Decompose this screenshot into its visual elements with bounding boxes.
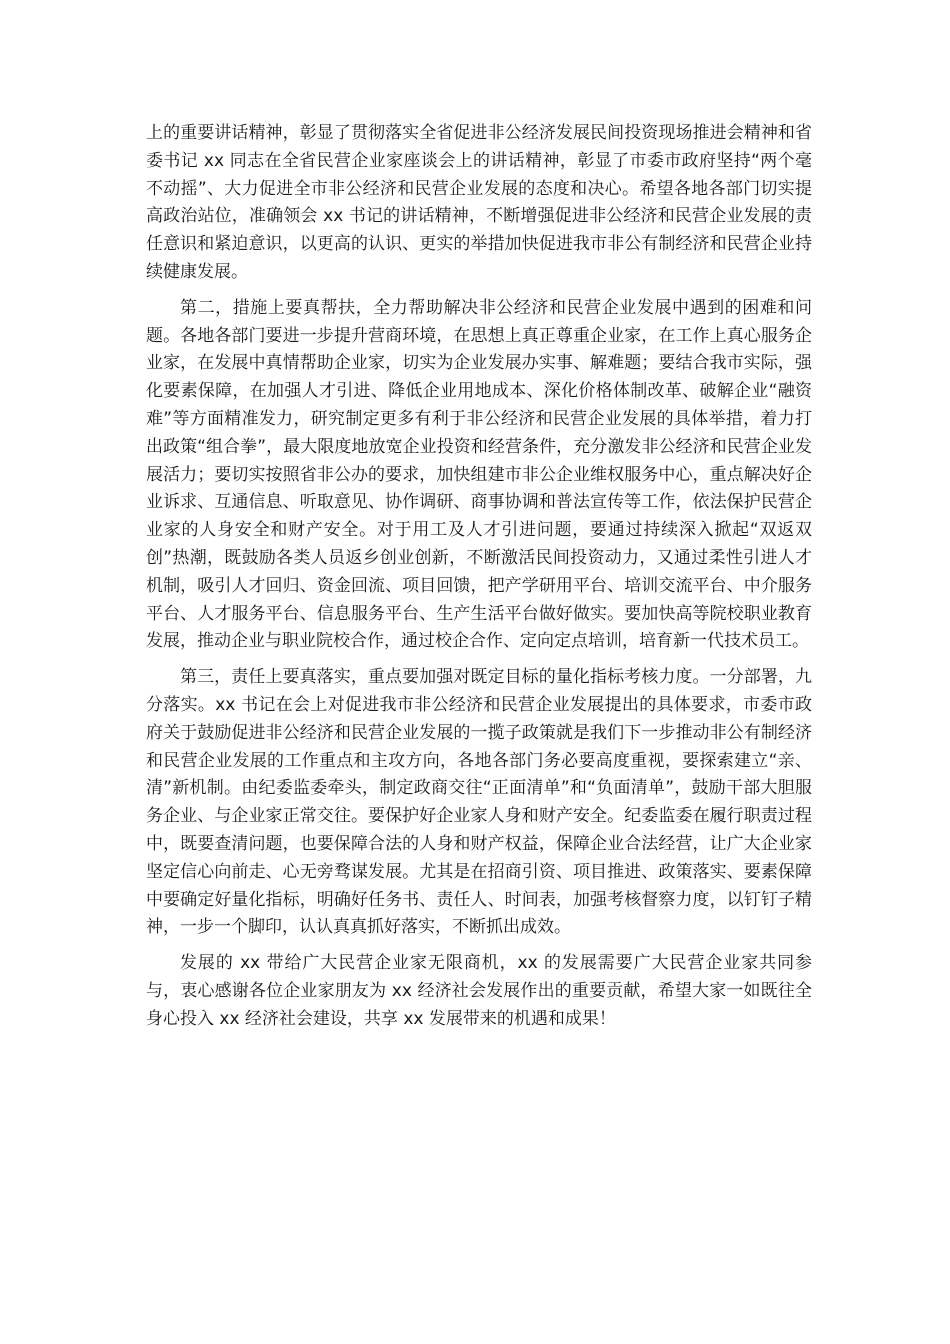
paragraph-continuation: 上的重要讲话精神，彰显了贯彻落实全省促进非公经济发展民间投资现场推进会精神和省委书记 xx 同志在全省民营企业家座谈会上的讲话精神，彰显了市委市政府坚持“两个毫不动摇”、大力促进全市非公经济和民营企业发展的态度和决心。希望各地各部门切实提高政治站位，准确领会 xx 书记的讲话精神，不断增强促进非公经济和民营企业发展的责任意识和紧迫意识，以更高的认识、更实的举措加快促进我市非公有制经济和民营企业持续健康发展。 xyxy=(146,123,812,282)
document-body xyxy=(146,120,812,1042)
paragraph-closing: 发展的 xx 带给广大民营企业家无限商机，xx 的发展需要广大民营企业家共同参与，衷心感谢各位企业家朋友为 xx 经济社会发展作出的重要贡献，希望大家一如既往全身心投入 xx 经济社会建设，共享 xx 发展带来的机遇和成果！ xyxy=(146,953,812,1029)
paragraph-second-point: 第二，措施上要真帮扶，全力帮助解决非公经济和民营企业发展中遇到的困难和问题。各地各部门要进一步提升营商环境，在思想上真正尊重企业家，在工作上真心服务企业家，在发展中真情帮助企业家，切实为企业发展办实事、解难题；要结合我市实际，强化要素保障，在加强人才引进、降低企业用地成本、深化价格体制改革、破解企业“融资难”等方面精准发力，研究制定更多有利于非公经济和民营企业发展的具体举措，着力打出政策“组合拳”，最大限度地放宽企业投资和经营条件，充分激发非公经济和民营企业发展活力；要切实按照省非公办的要求，加快组建市非公企业维权服务中心，重点解决好企业诉求、互通信息、听取意见、协作调研、商事协调和普法宣传等工作，依法保护民营企业家的人身安全和财产安全。对于用工及人才引进问题，要通过持续深入掀起“双返双创”热潮，既鼓励各类人员返乡创业创新，不断激活民间投资动力，又通过柔性引进人才机制，吸引人才回归、资金回流、项目回馈，把产学研用平台、培训交流平台、中介服务平台、人才服务平台、信息服务平台、生产生活平台做好做实。要加快高等院校职业教育发展，推动企业与职业院校合作，通过校企合作、定向定点培训，培育新一代技术员工。 xyxy=(146,297,812,652)
paragraph-third-point: 第三，责任上要真落实，重点要加强对既定目标的量化指标考核力度。一分部署，九分落实。xx 书记在会上对促进我市非公经济和民营企业发展提出的具体要求，市委市政府关于鼓励促进非公经济和民营企业发展的一揽子政策就是我们下一步推动非公有制经济和民营企业发展的工作重点和主攻方向，各地各部门务必要高度重视，要探索建立“亲、清”新机制。由纪委监委牵头，制定政商交往“正面清单”和“负面清单”，鼓励干部大胆服务企业、与企业家正常交往。要保护好企业家人身和财产安全。纪委监委在履行职责过程中，既要查清问题，也要保障合法的人身和财产权益，保障企业合法经营，让广大企业家坚定信心向前走、心无旁骛谋发展。尤其是在招商引资、项目推进、政策落实、要素保障中要确定好量化指标，明确好任务书、责任人、时间表，加强考核督察力度，以钉钉子精神，一步一个脚印，认认真真抓好落实，不断抓出成效。 xyxy=(146,667,812,938)
